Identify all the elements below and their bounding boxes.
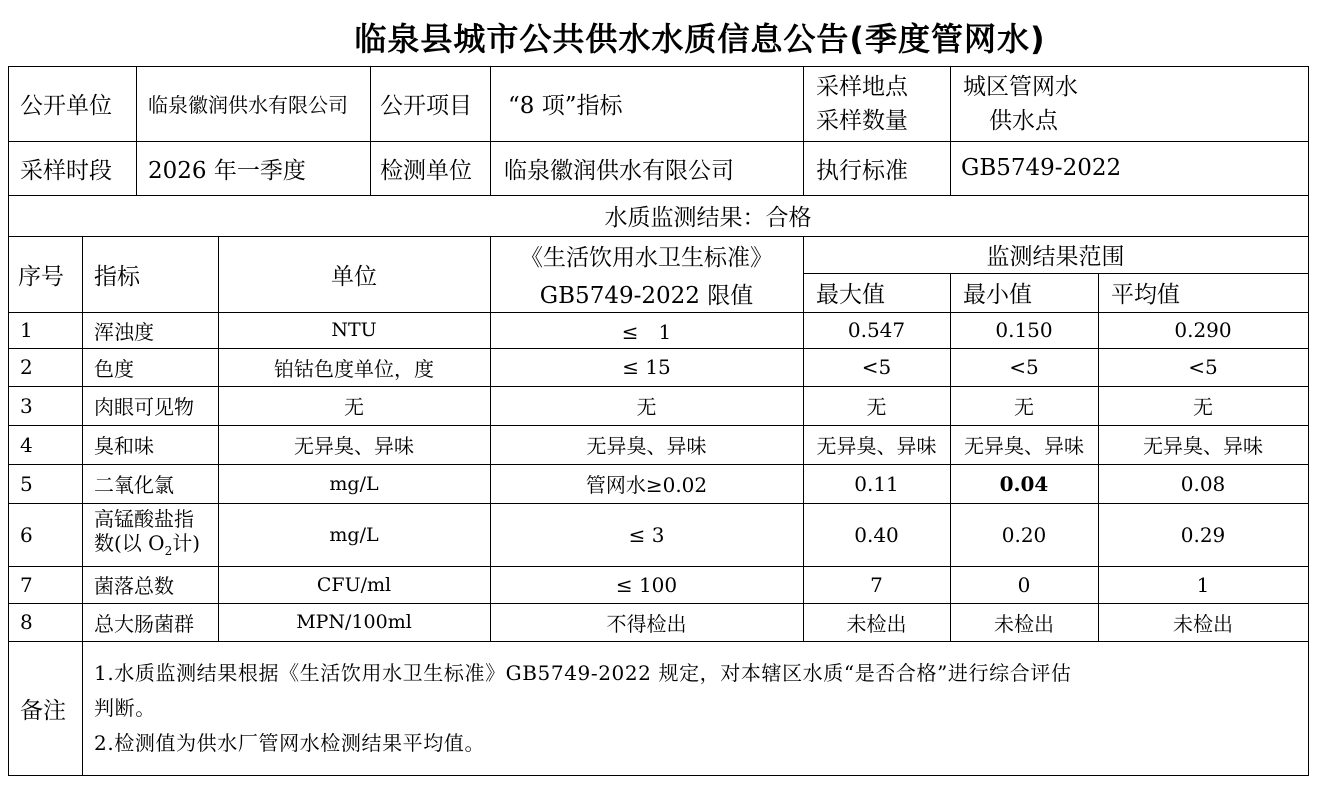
row-avg: 1 (1196, 572, 1210, 597)
row-indicator: 臭和味 (94, 434, 154, 458)
table-border-right (1308, 66, 1309, 776)
row-max: <5 (861, 355, 892, 379)
site-count-labels (816, 66, 950, 141)
row-avg: 无 (1193, 395, 1213, 419)
header-avg: 平均值 (1111, 282, 1180, 308)
row-seq: 2 (20, 355, 33, 379)
header-indicator: 指标 (94, 263, 140, 290)
site-count-values (963, 66, 1303, 141)
publisher-value: 临泉徽润供水有限公司 (148, 93, 348, 117)
water-quality-table (8, 66, 1309, 776)
col-divider (370, 66, 371, 195)
row-limit: ≤ 1 (621, 319, 672, 344)
row-unit: mg/L (329, 523, 379, 546)
standard-value: GB5749-2022 (961, 155, 1122, 181)
item-value: “8 项”指标 (508, 93, 623, 119)
row-max: 未检出 (846, 611, 907, 636)
row-unit: NTU (331, 319, 377, 341)
row-indicator: 色度 (94, 356, 134, 381)
row-seq: 3 (20, 393, 33, 418)
note-line2: 2.检测值为供水厂管网水检测结果平均值。 (94, 731, 486, 755)
standard-label: 执行标准 (816, 157, 908, 184)
header-unit: 单位 (331, 263, 377, 290)
row-indicator: 总大肠菌群 (94, 611, 194, 636)
row-limit: 管网水≥0.02 (585, 473, 708, 497)
row-max: 0.40 (854, 522, 899, 547)
header-seq: 序号 (18, 263, 64, 290)
period-value: 2026 年一季度 (148, 157, 306, 184)
note-line1: 1.水质监测结果根据《生活饮用水卫生标准》GB5749-2022 规定，对本辖区水质“是否合格”进行综合评估 (94, 661, 1072, 685)
count-value: 供水点 (989, 107, 1058, 134)
row-seq: 6 (20, 522, 33, 547)
row-unit: 无异臭、异味 (294, 434, 414, 458)
row-min: 0 (1017, 572, 1031, 597)
row-limit: 无异臭、异味 (586, 434, 707, 458)
row-max: 7 (870, 572, 883, 597)
row-seq: 4 (20, 432, 33, 457)
row-avg: <5 (1188, 355, 1218, 379)
period-label: 采样时段 (20, 157, 112, 184)
table-border-bottom (8, 775, 1309, 776)
row-indicator: 二氧化氯 (94, 473, 174, 497)
row-indicator-line2-post: 计) (172, 530, 201, 555)
notes-label: 备注 (20, 697, 66, 724)
row-limit: ≤ 3 (628, 522, 665, 547)
row-avg: 0.08 (1180, 471, 1226, 496)
row-limit: ≤ 100 (615, 572, 678, 597)
row-indicator: 浑浊度 (94, 319, 154, 344)
row-indicator-line2-pre: 数(以 O (94, 530, 165, 555)
row-divider (8, 641, 1309, 642)
row-min: 0.150 (995, 318, 1053, 342)
row-limit: 不得检出 (606, 611, 687, 636)
row-min: 未检出 (994, 611, 1054, 636)
header-max: 最大值 (816, 282, 885, 308)
table-border-left (8, 66, 9, 776)
row-unit: 无 (344, 395, 364, 419)
header-limit-line2: GB5749-2022 限值 (539, 282, 754, 309)
site-label: 采样地点 (816, 73, 908, 100)
notes-text (94, 656, 1306, 761)
row-min: <5 (1009, 355, 1039, 379)
row-indicator: 肉眼可见物 (94, 395, 194, 419)
row-avg: 未检出 (1173, 611, 1233, 636)
col-divider (950, 66, 951, 195)
row-indicator: 菌落总数 (94, 574, 174, 598)
header-min: 最小值 (963, 282, 1032, 308)
row-avg: 0.29 (1180, 522, 1226, 547)
row-limit: ≤ 15 (622, 355, 671, 379)
row-indicator (94, 503, 218, 566)
row-unit: CFU/ml (316, 573, 392, 596)
row-min: 无 (1014, 395, 1034, 419)
row-seq: 1 (20, 318, 33, 342)
lab-label: 检测单位 (380, 157, 472, 184)
row-unit: 铂钴色度单位，度 (274, 356, 434, 381)
row-unit: mg/L (329, 472, 379, 495)
row-min: 无异臭、异味 (964, 434, 1084, 458)
row-max: 0.547 (847, 318, 906, 342)
row-indicator-line2 (94, 531, 200, 563)
row-min: 0.20 (1001, 522, 1047, 547)
row-seq: 5 (20, 471, 33, 496)
header-limit-line1: 《生活饮用水卫生标准》 (520, 244, 773, 271)
row-unit: MPN/100ml (296, 611, 412, 633)
publisher-label: 公开单位 (20, 93, 112, 119)
row-max: 无异臭、异味 (816, 434, 937, 458)
col-divider (136, 66, 137, 195)
row-indicator-line1: 高锰酸盐指 (94, 506, 194, 531)
col-divider (82, 236, 83, 641)
row-avg: 无异臭、异味 (1143, 434, 1263, 458)
row-min: 0.04 (999, 471, 1049, 496)
row-max: 无 (866, 395, 887, 419)
row-max: 0.11 (854, 471, 899, 496)
row-indicator-line2-sub: 2 (164, 543, 173, 558)
site-value: 城区管网水 (963, 73, 1078, 100)
row-limit: 无 (636, 395, 657, 419)
header-range: 监测结果范围 (986, 244, 1125, 270)
row-seq: 7 (20, 572, 33, 597)
result-banner: 水质监测结果：合格 (604, 205, 812, 231)
row-seq: 8 (20, 610, 33, 634)
page-title: 临泉县城市公共供水水质信息公告(季度管网水) (354, 20, 1046, 58)
col-divider (803, 66, 804, 195)
col-divider (82, 641, 83, 776)
col-divider (490, 66, 491, 195)
item-label: 公开项目 (380, 93, 472, 119)
count-label: 采样数量 (816, 107, 908, 134)
lab-value: 临泉徽润供水有限公司 (504, 157, 734, 184)
row-avg: 0.290 (1174, 318, 1232, 342)
note-line1-cont: 判断。 (94, 696, 156, 720)
